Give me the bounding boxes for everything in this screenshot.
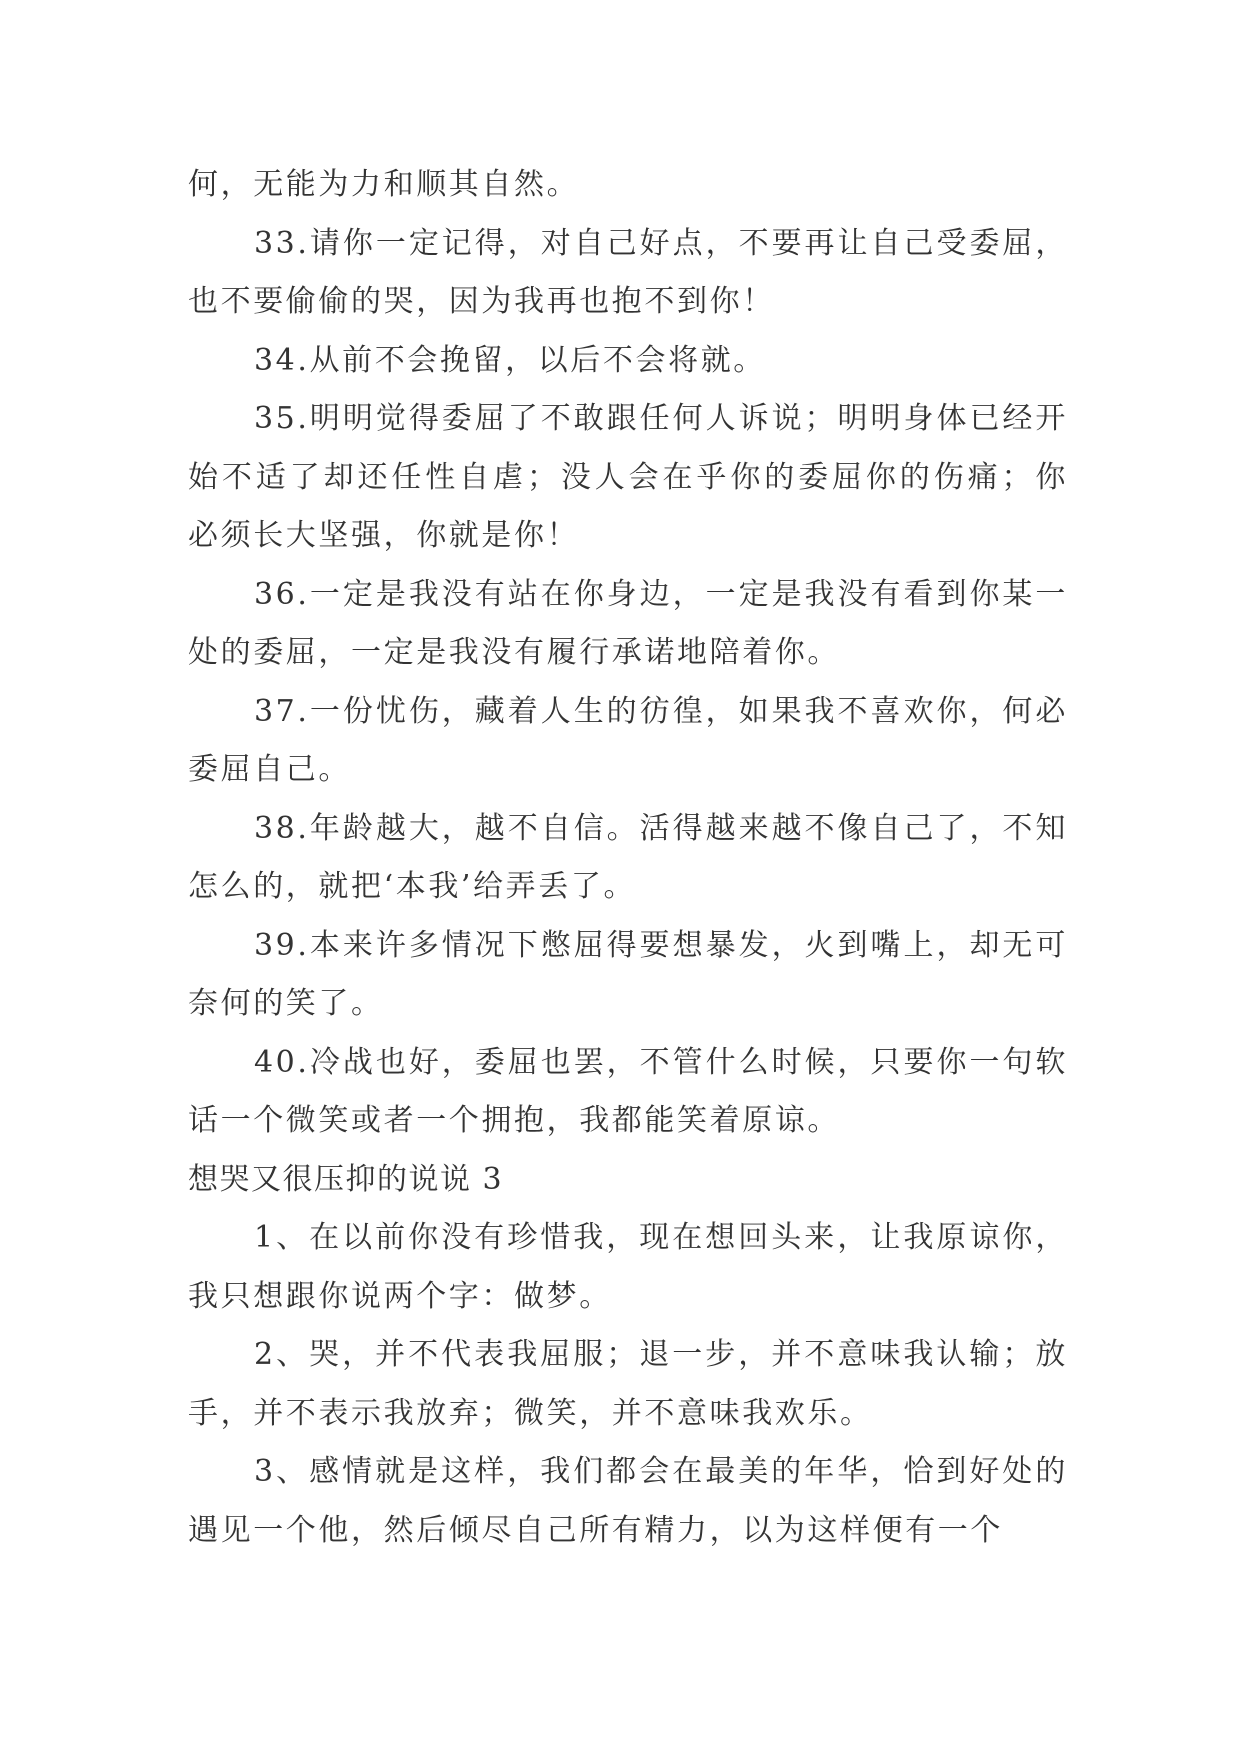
paragraph-item-33: 33.请你一定记得，对自己好点，不要再让自己受委屈，也不要偷偷的哭，因为我再也抱不到你！ <box>188 225 1068 319</box>
section-heading: 想哭又很压抑的说说 3 <box>188 1161 504 1197</box>
paragraph-item-38: 38.年龄越大，越不自信。活得越来越不像自己了，不知怎么的，就把‘本我’给弄丢了。 <box>188 810 1068 904</box>
paragraph-continuation: 何，无能为力和顺其自然。 <box>188 167 580 202</box>
document-body <box>188 156 1068 1560</box>
paragraph-item-35: 35.明明觉得委屈了不敢跟任何人诉说；明明身体已经开始不适了却还任性自虐；没人会在乎你的委屈你的伤痛；你必须长大坚强，你就是你！ <box>188 401 1068 553</box>
section-paragraph-3: 3、感情就是这样，我们都会在最美的年华，恰到好处的遇见一个他，然后倾尽自己所有精力，以为这样便有一个 <box>188 1454 1068 1548</box>
section-paragraph-1: 1、在以前你没有珍惜我，现在想回头来，让我原谅你，我只想跟你说两个字：做梦。 <box>188 1220 1068 1314</box>
paragraph-item-36: 36.一定是我没有站在你身边，一定是我没有看到你某一处的委屈，一定是我没有履行承诺地陪着你。 <box>188 576 1068 670</box>
paragraph-item-40: 40.冷战也好，委屈也罢，不管什么时候，只要你一句软话一个微笑或者一个拥抱，我都能笑着原谅。 <box>188 1044 1068 1138</box>
paragraph-item-37: 37.一份忧伤，藏着人生的彷徨，如果我不喜欢你，何必委屈自己。 <box>188 693 1068 787</box>
paragraph-item-39: 39.本来许多情况下憋屈得要想暴发，火到嘴上，却无可奈何的笑了。 <box>188 927 1068 1021</box>
paragraph-item-34: 34.从前不会挽留，以后不会将就。 <box>254 342 766 378</box>
section-paragraph-2: 2、哭，并不代表我屈服；退一步，并不意味我认输；放手，并不表示我放弃；微笑，并不意味我欢乐。 <box>188 1337 1068 1431</box>
